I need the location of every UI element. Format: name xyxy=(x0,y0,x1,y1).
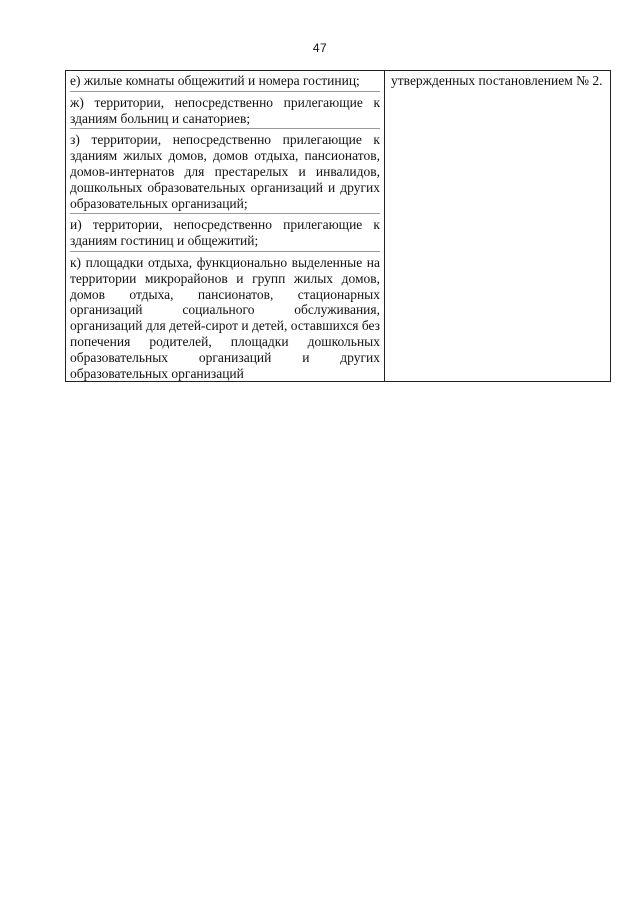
regulation-table xyxy=(65,70,611,382)
list-item-e: е) жилые комнаты общежитий и номера гостиниц; xyxy=(70,73,360,88)
list-item-z: з) территории, непосредственно прилегающие к зданиям жилых домов, домов отдыха, пансионатов, домов-интернатов для престарелых и инвалидов, дошкольных образовательных организаций и других образовательных организаций; xyxy=(70,128,380,211)
left-column-cell xyxy=(66,71,385,382)
approval-reference-text: утвержденных постановлением № 2. xyxy=(391,73,603,88)
list-item-i: и) территории, непосредственно прилегающие к зданиям гостиниц и общежитий; xyxy=(70,213,380,249)
page-number: 47 xyxy=(312,41,328,55)
table-row xyxy=(66,71,611,382)
list-item-k: к) площадки отдыха, функционально выделенные на территории микрорайонов и групп жилых домов, домов отдыха, пансионатов, стационарных организаций социального обслуживания, организаций для детей-сирот и детей, оставшихся без попечения родителей, площадки дошкольных образовательных организаций и других образовательных организаций xyxy=(70,251,380,381)
right-column-cell xyxy=(385,71,611,382)
list-item-zh: ж) территории, непосредственно прилегающие к зданиям больниц и санаториев; xyxy=(70,91,380,127)
